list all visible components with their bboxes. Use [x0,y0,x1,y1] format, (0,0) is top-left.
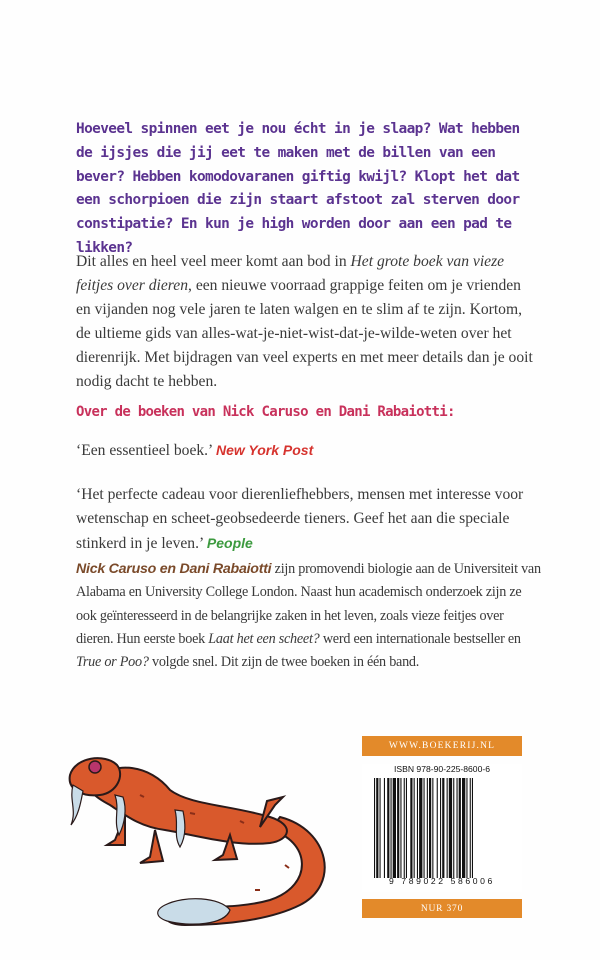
barcode-bar [424,778,425,878]
author-names: Nick Caruso en Dani Rabaiotti [76,561,272,577]
barcode-bar [404,778,405,878]
barcode-bars [372,778,516,878]
barcode-digits: 9 789022 586006 [389,876,495,886]
barcode-bar [419,778,422,878]
nur-code: NUR 370 [362,899,522,918]
barcode-bar [393,778,396,878]
book-description [76,250,538,394]
barcode-bar [432,778,433,878]
salamander-illustration [55,735,355,935]
barcode-bar [437,778,438,878]
bio-text: werd een internationale bestseller en [319,630,521,647]
barcode-bar [397,778,399,878]
barcode-bar [472,778,473,878]
description-text: Dit alles en heel veel meer komt aan bod in [76,253,351,270]
barcode-bar [429,778,431,878]
description-text-continued: , een nieuwe voorraad grappige feiten om je vrienden en vijanden nog vele jaren te laten walgen en te slim af te zijn. Kortom, de ultieme gids van alles-wat-je-niet-wist-dat-je-wilde-weten over het dierenrijk. Met bijdragen van veel experts en met meer details dan je ooit nodig dacht te hebben. [76,277,533,390]
barcode-bar [453,778,454,878]
barcode-bar [380,778,381,878]
review-source: People [206,535,253,551]
bio-book-title: Laat het een scheet? [208,630,320,647]
salamander-eye [89,761,101,773]
review-quote [76,438,538,463]
slime-puddle [158,899,230,924]
barcode-bar [391,778,392,878]
bio-text: volgde snel. Dit zijn de twee boeken in één band. [148,654,420,671]
barcode-bar [449,778,452,878]
barcode-bar [440,778,441,878]
barcode-bar [457,778,458,878]
slime-drip [175,810,185,847]
barcode-bar [447,778,448,878]
intro-questions: Hoeveel spinnen eet je nou écht in je slaap? Wat hebben de ijsjes die jij eet te maken met de billen van een bever? Hebben komodovaranen giftig kwijl? Klopt het dat een schorpioen die zijn staart afstoot zal sterven door constipatie? En kun je high worden door aan een pad te likken? [76,121,520,256]
isbn-barcode [362,764,522,892]
isbn-label: ISBN 978-90-225-8600-6 [393,764,491,774]
bio-text: zijn promovendi biologie aan de Universiteit van Alabama en University College London. Naast hun academisch onderzoek zijn ze ook geïnteresseerd in de belangrijke zaken in het leven, zoals vieze feitjes over dieren. Hun eerste boek [76,561,541,647]
review-quote [76,483,538,556]
review-text: ‘Een essentieel boek.’ [76,442,216,459]
barcode-bar [442,778,444,878]
book-title: Het grote boek van vieze feitjes over dieren [76,253,505,294]
barcode-bar [417,778,418,878]
barcode-bar [414,778,415,878]
author-bio [76,558,542,674]
salamander-leg [140,830,163,863]
bio-book-title: True or Poo? [76,654,149,671]
barcode-bar [376,778,378,878]
barcode-bar [387,778,389,878]
slime-drip [71,785,83,825]
barcode-bar [400,778,401,878]
barcode-bar [462,778,465,878]
barcode-bar [427,778,428,878]
barcode-bar [384,778,385,878]
review-text: ‘Het perfecte cadeau voor dierenliefhebbers, mensen met interesse voor wetenschap en scheet-geobsedeerde tieners. Geef het aan die speciale stinkerd in je leven.’ [76,486,524,552]
barcode-bar [470,778,471,878]
barcode-bar [406,778,407,878]
review-source: New York Post [216,442,314,458]
publisher-website: WWW.BOEKERIJ.NL [362,736,522,756]
barcode-bar [410,778,412,878]
reviews-heading: Over de boeken van Nick Caruso en Dani Rabaiotti: [76,404,455,420]
barcode-bar [459,778,461,878]
barcode-bar [374,778,375,878]
barcode-bar [466,778,467,878]
